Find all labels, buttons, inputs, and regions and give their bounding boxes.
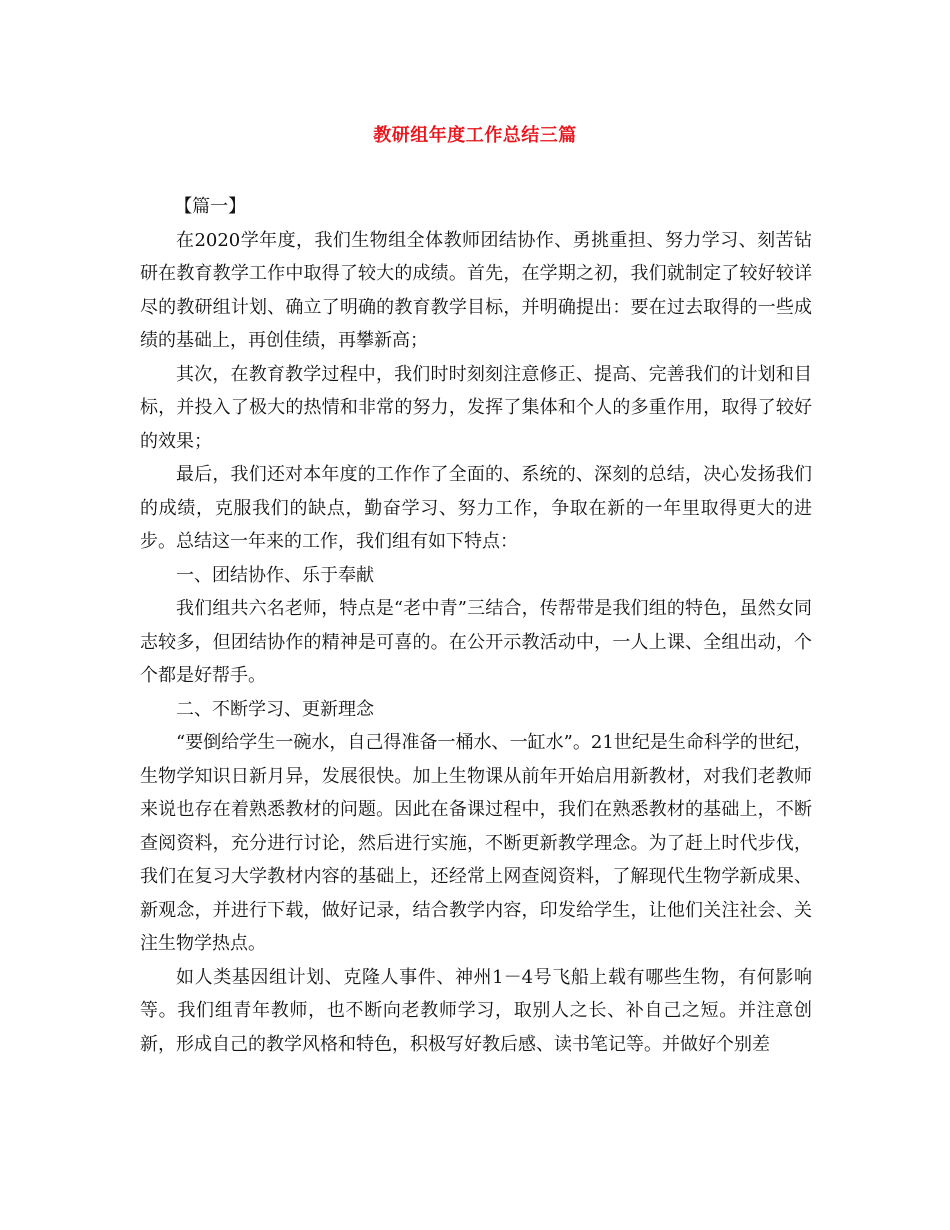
section-heading-1: 一、团结协作、乐于奉献 [176,564,374,586]
paragraph-1: 在2020学年度，我们生物组全体教师团结协作、勇挑重担、努力学习、刻苦钻研在教育教学工作中取得了较大的成绩。首先，在学期之初，我们就制定了较好较详尽的教研组计划、确立了明确的教育教学目标，并明确提出：要在过去取得的一些成绩的基础上，再创佳绩，再攀新高； [140,229,812,351]
document-title: 教研组年度工作总结三篇 [373,125,577,146]
document-body [140,190,812,1061]
paragraph-3: 最后，我们还对本年度的工作作了全面的、系统的、深刻的总结，决心发扬我们的成绩，克服我们的缺点，勤奋学习、努力工作，争取在新的一年里取得更大的进步。总结这一年来的工作，我们组有如下特点： [140,464,812,552]
paragraph-4: 我们组共六名老师，特点是“老中青”三结合，传帮带是我们组的特色，虽然女同志较多，但团结协作的精神是可喜的。在公开示教活动中，一人上课、全组出动，个个都是好帮手。 [140,598,812,686]
paragraph-5: “要倒给学生一碗水，自己得准备一桶水、一缸水”。21世纪是生命科学的世纪，生物学知识日新月异，发展很快。加上生物课从前年开始启用新教材，对我们老教师来说也存在着熟悉教材的问题。因此在备课过程中，我们在熟悉教材的基础上，不断查阅资料，充分进行讨论，然后进行实施，不断更新教学理念。为了赶上时代步伐，我们在复习大学教材内容的基础上，还经常上网查阅资料，了解现代生物学新成果、新观念，并进行下载，做好记录，结合教学内容，印发给学生，让他们关注社会、关注生物学热点。 [140,732,812,954]
paragraph-2: 其次，在教育教学过程中，我们时时刻刻注意修正、提高、完善我们的计划和目标，并投入了极大的热情和非常的努力，发挥了集体和个人的多重作用，取得了较好的效果； [140,363,812,452]
section-heading-2: 二、不断学习、更新理念 [176,698,374,720]
paragraph-6: 如人类基因组计划、克隆人事件、神州1－4号飞船上载有哪些生物，有何影响等。我们组青年教师，也不断向老教师学习，取别人之长、补自己之短。并注意创新，形成自己的教学风格和特色，积极写好教后感、读书笔记等。并做好个别差 [140,966,812,1055]
section-label: 【篇一】 [174,196,247,217]
